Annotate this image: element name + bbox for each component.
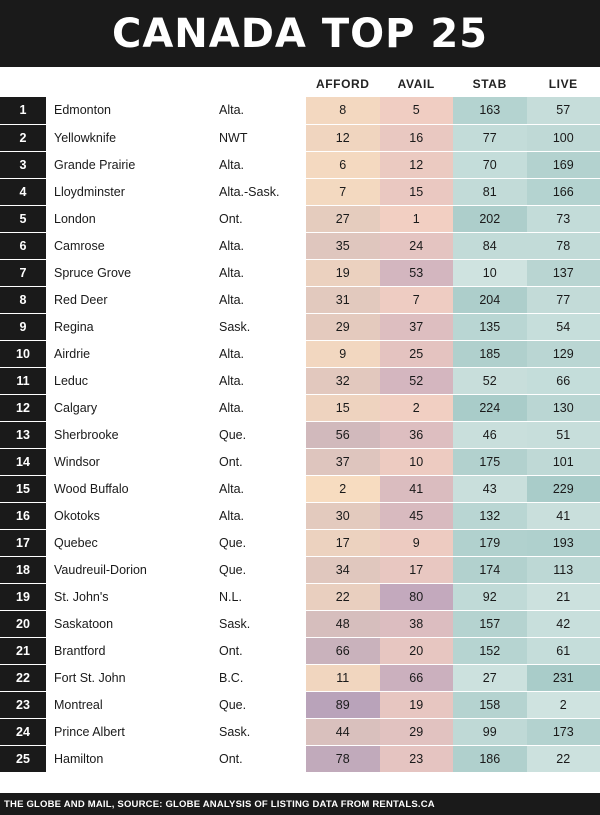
page-title: CANADA TOP 25: [111, 10, 489, 57]
city-cell: London: [46, 205, 211, 232]
afford-value-cell: 7: [306, 178, 380, 205]
live-value-cell: 66: [527, 367, 600, 394]
rank-cell: 23: [0, 691, 46, 718]
table-row: [0, 367, 600, 394]
avail-value-cell: 12: [380, 151, 454, 178]
avail-value-cell: 20: [380, 637, 454, 664]
table-body: [0, 97, 600, 772]
city-cell: Yellowknife: [46, 124, 211, 151]
province-cell: Que.: [211, 529, 306, 556]
live-value-cell: 100: [527, 124, 600, 151]
rank-cell: 15: [0, 475, 46, 502]
city-cell: Spruce Grove: [46, 259, 211, 286]
stab-value-cell: 46: [453, 421, 527, 448]
table-row: [0, 394, 600, 421]
table-row: [0, 205, 600, 232]
avail-value-cell: 41: [380, 475, 454, 502]
avail-value-cell: 19: [380, 691, 454, 718]
afford-value-cell: 29: [306, 313, 380, 340]
afford-value-cell: 37: [306, 448, 380, 475]
city-cell: Red Deer: [46, 286, 211, 313]
afford-value-cell: 66: [306, 637, 380, 664]
rank-cell: 18: [0, 556, 46, 583]
city-cell: Vaudreuil-Dorion: [46, 556, 211, 583]
table-row: [0, 313, 600, 340]
stab-value-cell: 77: [453, 124, 527, 151]
rank-cell: 20: [0, 610, 46, 637]
rank-cell: 11: [0, 367, 46, 394]
table-row: [0, 232, 600, 259]
table-row: [0, 286, 600, 313]
city-cell: Sherbrooke: [46, 421, 211, 448]
stab-value-cell: 52: [453, 367, 527, 394]
stab-value-cell: 99: [453, 718, 527, 745]
column-header-rank: [0, 67, 46, 97]
live-value-cell: 169: [527, 151, 600, 178]
rank-cell: 8: [0, 286, 46, 313]
live-value-cell: 54: [527, 313, 600, 340]
city-cell: Montreal: [46, 691, 211, 718]
table-row: [0, 691, 600, 718]
province-cell: NWT: [211, 124, 306, 151]
avail-value-cell: 80: [380, 583, 454, 610]
avail-value-cell: 15: [380, 178, 454, 205]
rankings-table: [0, 67, 600, 773]
province-cell: Alta.: [211, 475, 306, 502]
live-value-cell: 73: [527, 205, 600, 232]
afford-value-cell: 22: [306, 583, 380, 610]
live-value-cell: 2: [527, 691, 600, 718]
table-row: [0, 475, 600, 502]
city-cell: Okotoks: [46, 502, 211, 529]
province-cell: Sask.: [211, 718, 306, 745]
stab-value-cell: 204: [453, 286, 527, 313]
afford-value-cell: 2: [306, 475, 380, 502]
afford-value-cell: 9: [306, 340, 380, 367]
stab-value-cell: 163: [453, 97, 527, 124]
live-value-cell: 229: [527, 475, 600, 502]
rank-cell: 5: [0, 205, 46, 232]
rank-cell: 9: [0, 313, 46, 340]
live-value-cell: 193: [527, 529, 600, 556]
avail-value-cell: 66: [380, 664, 454, 691]
stab-value-cell: 81: [453, 178, 527, 205]
table-row: [0, 610, 600, 637]
table-row: [0, 340, 600, 367]
stab-value-cell: 152: [453, 637, 527, 664]
province-cell: Ont.: [211, 448, 306, 475]
table-row: [0, 259, 600, 286]
stab-value-cell: 135: [453, 313, 527, 340]
table-row: [0, 502, 600, 529]
avail-value-cell: 9: [380, 529, 454, 556]
avail-value-cell: 23: [380, 745, 454, 772]
avail-value-cell: 53: [380, 259, 454, 286]
stab-value-cell: 157: [453, 610, 527, 637]
city-cell: Grande Prairie: [46, 151, 211, 178]
city-cell: St. John's: [46, 583, 211, 610]
rank-cell: 1: [0, 97, 46, 124]
table-row: [0, 124, 600, 151]
table-row: [0, 664, 600, 691]
province-cell: Ont.: [211, 745, 306, 772]
city-cell: Lloydminster: [46, 178, 211, 205]
live-value-cell: 77: [527, 286, 600, 313]
afford-value-cell: 12: [306, 124, 380, 151]
avail-value-cell: 17: [380, 556, 454, 583]
avail-value-cell: 45: [380, 502, 454, 529]
live-value-cell: 41: [527, 502, 600, 529]
city-cell: Prince Albert: [46, 718, 211, 745]
province-cell: Alta.: [211, 286, 306, 313]
rank-cell: 14: [0, 448, 46, 475]
rank-cell: 17: [0, 529, 46, 556]
stab-value-cell: 179: [453, 529, 527, 556]
rank-cell: 3: [0, 151, 46, 178]
avail-value-cell: 1: [380, 205, 454, 232]
avail-value-cell: 37: [380, 313, 454, 340]
province-cell: Alta.: [211, 259, 306, 286]
city-cell: Calgary: [46, 394, 211, 421]
table-row: [0, 745, 600, 772]
afford-value-cell: 89: [306, 691, 380, 718]
avail-value-cell: 25: [380, 340, 454, 367]
live-value-cell: 21: [527, 583, 600, 610]
rank-cell: 12: [0, 394, 46, 421]
province-cell: Que.: [211, 556, 306, 583]
column-header-stab: STAB: [453, 67, 527, 97]
stab-value-cell: 43: [453, 475, 527, 502]
table-row: [0, 718, 600, 745]
live-value-cell: 231: [527, 664, 600, 691]
source-text: THE GLOBE AND MAIL, SOURCE: GLOBE ANALYSIS OF LISTING DATA FROM RENTALS.CA: [4, 798, 435, 810]
column-header-avail: AVAIL: [380, 67, 454, 97]
city-cell: Fort St. John: [46, 664, 211, 691]
table-row: [0, 556, 600, 583]
live-value-cell: 166: [527, 178, 600, 205]
rank-cell: 16: [0, 502, 46, 529]
avail-value-cell: 5: [380, 97, 454, 124]
province-cell: Alta.: [211, 151, 306, 178]
afford-value-cell: 8: [306, 97, 380, 124]
province-cell: Alta.: [211, 502, 306, 529]
city-cell: Saskatoon: [46, 610, 211, 637]
source-footer: [0, 793, 600, 815]
live-value-cell: 22: [527, 745, 600, 772]
province-cell: B.C.: [211, 664, 306, 691]
stab-value-cell: 84: [453, 232, 527, 259]
stab-value-cell: 224: [453, 394, 527, 421]
avail-value-cell: 38: [380, 610, 454, 637]
table-row: [0, 448, 600, 475]
province-cell: Alta.: [211, 97, 306, 124]
stab-value-cell: 10: [453, 259, 527, 286]
avail-value-cell: 16: [380, 124, 454, 151]
live-value-cell: 113: [527, 556, 600, 583]
stab-value-cell: 186: [453, 745, 527, 772]
live-value-cell: 61: [527, 637, 600, 664]
province-cell: Alta.: [211, 394, 306, 421]
rank-cell: 13: [0, 421, 46, 448]
afford-value-cell: 56: [306, 421, 380, 448]
city-cell: Edmonton: [46, 97, 211, 124]
province-cell: Alta.: [211, 232, 306, 259]
city-cell: Hamilton: [46, 745, 211, 772]
rank-cell: 21: [0, 637, 46, 664]
live-value-cell: 137: [527, 259, 600, 286]
afford-value-cell: 31: [306, 286, 380, 313]
rank-cell: 2: [0, 124, 46, 151]
province-cell: Alta.: [211, 367, 306, 394]
title-bar: [0, 0, 600, 67]
live-value-cell: 78: [527, 232, 600, 259]
rank-cell: 19: [0, 583, 46, 610]
city-cell: Quebec: [46, 529, 211, 556]
province-cell: Que.: [211, 421, 306, 448]
city-cell: Windsor: [46, 448, 211, 475]
rank-cell: 6: [0, 232, 46, 259]
avail-value-cell: 36: [380, 421, 454, 448]
stab-value-cell: 175: [453, 448, 527, 475]
province-cell: Ont.: [211, 205, 306, 232]
stab-value-cell: 27: [453, 664, 527, 691]
province-cell: Sask.: [211, 610, 306, 637]
column-header-live: LIVE: [527, 67, 600, 97]
afford-value-cell: 34: [306, 556, 380, 583]
live-value-cell: 173: [527, 718, 600, 745]
live-value-cell: 51: [527, 421, 600, 448]
stab-value-cell: 158: [453, 691, 527, 718]
city-cell: Regina: [46, 313, 211, 340]
avail-value-cell: 2: [380, 394, 454, 421]
afford-value-cell: 30: [306, 502, 380, 529]
table-row: [0, 151, 600, 178]
avail-value-cell: 52: [380, 367, 454, 394]
live-value-cell: 42: [527, 610, 600, 637]
city-cell: Wood Buffalo: [46, 475, 211, 502]
table-row: [0, 97, 600, 124]
stab-value-cell: 132: [453, 502, 527, 529]
city-cell: Brantford: [46, 637, 211, 664]
province-cell: N.L.: [211, 583, 306, 610]
table-row: [0, 529, 600, 556]
afford-value-cell: 27: [306, 205, 380, 232]
province-cell: Que.: [211, 691, 306, 718]
table-row: [0, 421, 600, 448]
city-cell: Airdrie: [46, 340, 211, 367]
rank-cell: 10: [0, 340, 46, 367]
stab-value-cell: 185: [453, 340, 527, 367]
avail-value-cell: 29: [380, 718, 454, 745]
avail-value-cell: 7: [380, 286, 454, 313]
avail-value-cell: 24: [380, 232, 454, 259]
afford-value-cell: 11: [306, 664, 380, 691]
rank-cell: 24: [0, 718, 46, 745]
avail-value-cell: 10: [380, 448, 454, 475]
stab-value-cell: 70: [453, 151, 527, 178]
afford-value-cell: 48: [306, 610, 380, 637]
column-header-afford: AFFORD: [306, 67, 380, 97]
province-cell: Alta.: [211, 340, 306, 367]
column-header-province: [211, 67, 306, 97]
stab-value-cell: 92: [453, 583, 527, 610]
rank-cell: 4: [0, 178, 46, 205]
column-header-city: [46, 67, 211, 97]
stab-value-cell: 174: [453, 556, 527, 583]
afford-value-cell: 19: [306, 259, 380, 286]
table-row: [0, 637, 600, 664]
live-value-cell: 57: [527, 97, 600, 124]
stab-value-cell: 202: [453, 205, 527, 232]
live-value-cell: 130: [527, 394, 600, 421]
afford-value-cell: 35: [306, 232, 380, 259]
rank-cell: 22: [0, 664, 46, 691]
live-value-cell: 101: [527, 448, 600, 475]
afford-value-cell: 15: [306, 394, 380, 421]
table-row: [0, 583, 600, 610]
afford-value-cell: 44: [306, 718, 380, 745]
province-cell: Alta.-Sask.: [211, 178, 306, 205]
live-value-cell: 129: [527, 340, 600, 367]
afford-value-cell: 78: [306, 745, 380, 772]
table-row: [0, 178, 600, 205]
province-cell: Ont.: [211, 637, 306, 664]
afford-value-cell: 17: [306, 529, 380, 556]
afford-value-cell: 6: [306, 151, 380, 178]
afford-value-cell: 32: [306, 367, 380, 394]
province-cell: Sask.: [211, 313, 306, 340]
city-cell: Leduc: [46, 367, 211, 394]
rank-cell: 25: [0, 745, 46, 772]
city-cell: Camrose: [46, 232, 211, 259]
rank-cell: 7: [0, 259, 46, 286]
table-header: [0, 67, 600, 97]
